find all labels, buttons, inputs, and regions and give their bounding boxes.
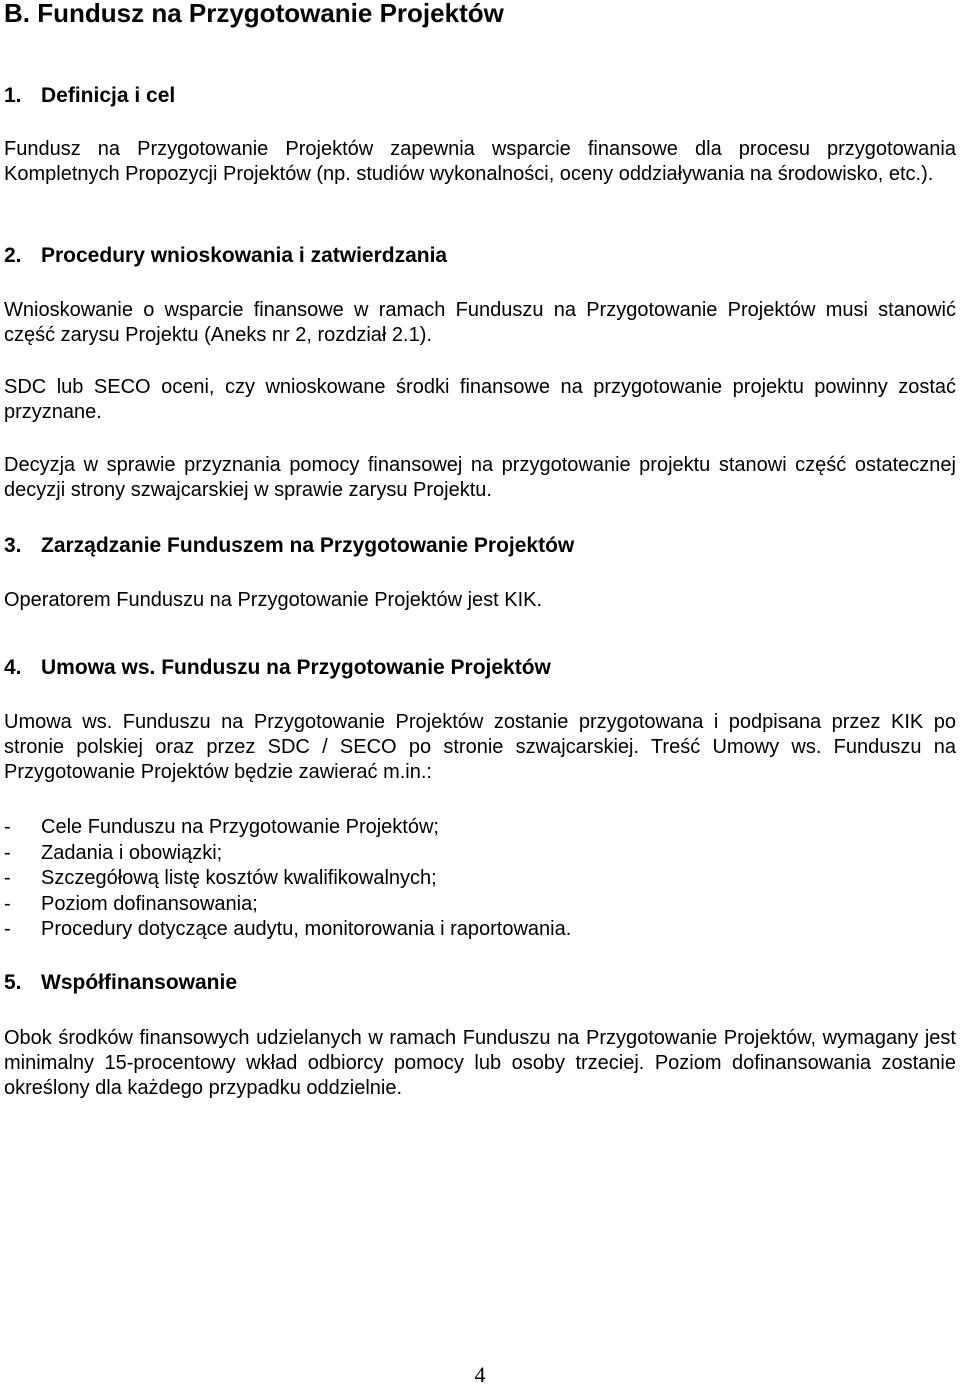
list-item	[4, 866, 571, 892]
list-item	[4, 815, 571, 841]
section-2-paragraph-3: Decyzja w sprawie przyznania pomocy finansowej na przygotowanie projektu stanowi część ostatecznej decyzji strony szwajcarskiej w sprawie zarysu Projektu.	[4, 454, 956, 501]
list-item-text: Zadania i obowiązki;	[41, 841, 223, 864]
list-bullet: -	[4, 841, 11, 864]
section-2-heading	[4, 243, 447, 269]
section-number: 3.	[4, 534, 22, 557]
section-2-paragraph-2: SDC lub SECO oceni, czy wnioskowane środki finansowe na przygotowanie projektu powinny zostać przyznane.	[4, 376, 956, 423]
section-3-heading	[4, 533, 574, 559]
section-5-paragraph: Obok środków finansowych udzielanych w ramach Funduszu na Przygotowanie Projektów, wymagany jest minimalny 15-procentowy wkład odbiorcy pomocy lub osoby trzeciej. Poziom dofinansowania zostanie określony dla każdego przypadku oddzielnie.	[4, 1027, 956, 1099]
section-title: Umowa ws. Funduszu na Przygotowanie Projektów	[41, 656, 551, 679]
list-item	[4, 841, 571, 867]
list-bullet: -	[4, 892, 11, 915]
section-2-paragraph-1: Wnioskowanie o wsparcie finansowe w ramach Funduszu na Przygotowanie Projektów musi stanowić część zarysu Projektu (Aneks nr 2, rozdział 2.1).	[4, 299, 956, 346]
document-title: B. Fundusz na Przygotowanie Projektów	[4, 0, 504, 28]
section-4-heading	[4, 655, 551, 681]
section-title: Zarządzanie Funduszem na Przygotowanie Projektów	[41, 534, 575, 557]
list-item-text: Procedury dotyczące audytu, monitorowania i raportowania.	[41, 918, 572, 940]
section-5-heading	[4, 970, 237, 996]
list-item-text: Poziom dofinansowania;	[41, 892, 258, 915]
list-item	[4, 917, 571, 943]
section-4-paragraph: Umowa ws. Funduszu na Przygotowanie Projektów zostanie przygotowana i podpisana przez KIK po stronie polskiej oraz przez SDC / SECO po stronie szwajcarskiej. Treść Umowy ws. Funduszu na Przygotowanie Projektów będzie zawierać m.in.:	[4, 711, 956, 783]
page-number: 4	[474, 1362, 486, 1387]
list-item	[4, 892, 571, 918]
section-number: 2.	[4, 244, 22, 267]
section-3-paragraph: Operatorem Funduszu na Przygotowanie Projektów jest KIK.	[4, 589, 543, 611]
list-bullet: -	[4, 816, 11, 838]
list-item-text: Szczegółową listę kosztów kwalifikowalnych;	[41, 867, 437, 889]
list-item-text: Cele Funduszu na Przygotowanie Projektów;	[41, 816, 439, 838]
section-1-paragraph: Fundusz na Przygotowanie Projektów zapewnia wsparcie finansowe dla procesu przygotowania Kompletnych Propozycji Projektów (np. studiów wykonalności, oceny oddziaływania na środowisko, etc.).	[4, 138, 956, 185]
requirements-list	[4, 815, 571, 943]
list-bullet: -	[4, 867, 11, 889]
section-number: 1.	[4, 84, 22, 107]
section-number: 5.	[4, 971, 22, 994]
section-title: Procedury wnioskowania i zatwierdzania	[41, 244, 448, 267]
section-title: Współfinansowanie	[41, 971, 238, 994]
section-title: Definicja i cel	[41, 84, 176, 107]
section-number: 4.	[4, 656, 22, 679]
section-1-heading	[4, 83, 175, 109]
list-bullet: -	[4, 918, 11, 940]
